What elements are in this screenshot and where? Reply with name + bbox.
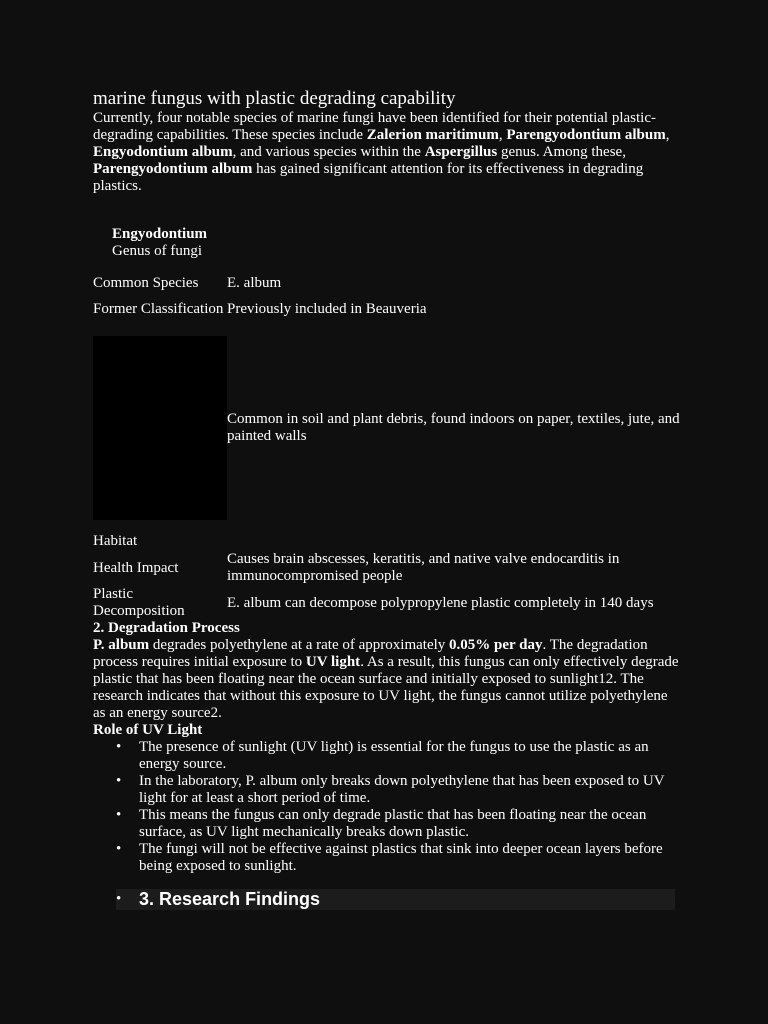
species-parengyodontium: Parengyodontium album	[506, 127, 666, 143]
infobox-label: Common Species	[93, 275, 199, 291]
species-engyodontium: Engyodontium album	[93, 144, 233, 160]
degradation-text: . The degradation process requires initial exposure to	[93, 637, 648, 670]
infobox-value-empty	[227, 520, 683, 550]
intro-text: has gained significant attention for its effectiveness in degrading plastics.	[93, 161, 644, 194]
list-item	[116, 841, 683, 875]
bullet-icon: •	[116, 891, 122, 907]
degradation-text: degrades polyethylene at a rate of approximately	[149, 637, 450, 653]
infobox-value: E. album can decompose polypropylene plastic completely in 140 days	[227, 594, 654, 611]
species-p-album: P. album	[93, 637, 150, 653]
infobox-row-habitat	[93, 520, 683, 550]
infobox-label: Habitat	[93, 533, 138, 549]
infobox-row-habitat-detail	[93, 326, 683, 520]
infobox-row-former-classification	[93, 292, 683, 326]
infobox-label: Plastic Decomposition	[93, 586, 185, 619]
infobox-label: Former Classification	[93, 300, 224, 317]
uv-light-term: UV light	[305, 654, 361, 670]
infobox-row-common-species	[93, 275, 683, 292]
infobox-value: E. album	[227, 275, 282, 291]
species-zalerion: Zalerion maritimum	[366, 127, 499, 143]
list-item-text: The fungi will not be effective against plastics that sink into deeper ocean layers before being exposed to sunlight.	[139, 841, 663, 874]
infobox-header	[93, 226, 683, 260]
infobox-subtitle: Genus of fungi	[112, 243, 202, 259]
infobox-title: Engyodontium	[112, 226, 208, 242]
infobox-image-cell	[93, 326, 227, 520]
degradation-rate: 0.05% per day	[449, 637, 543, 653]
infobox-row-plastic-decomposition	[93, 586, 683, 620]
research-findings-label: 3. Research Findings	[139, 889, 321, 909]
infobox-value: Common in soil and plant debris, found indoors on paper, textiles, jute, and painted walls	[227, 411, 680, 444]
infobox-value: Previously included in Beauveria	[227, 300, 427, 317]
section-heading-uv-light: Role of UV Light	[93, 722, 203, 738]
page-title: marine fungus with plastic degrading capability	[93, 88, 456, 109]
bullet-icon: •	[116, 773, 122, 789]
bullet-icon: •	[116, 739, 122, 755]
intro-text: ,	[665, 127, 670, 143]
section-heading-research-findings	[116, 889, 675, 910]
bullet-icon: •	[116, 807, 122, 823]
section-heading-degradation: 2. Degradation Process	[93, 620, 240, 636]
infobox-table	[93, 275, 683, 620]
list-item	[116, 739, 683, 773]
intro-text: ,	[498, 127, 507, 143]
intro-paragraph	[93, 110, 683, 195]
species-parengyodontium-highlight: Parengyodontium album	[93, 161, 253, 177]
infobox-row-health-impact	[93, 550, 683, 586]
list-item-text: The presence of sunlight (UV light) is essential for the fungus to use the plastic as an energy source.	[139, 739, 649, 772]
fungus-image	[93, 336, 227, 520]
infobox-label: Health Impact	[93, 559, 179, 576]
list-item-text: In the laboratory, P. album only breaks down polyethylene that has been exposed to UV light for at least a short period of time.	[139, 773, 665, 806]
degradation-text: . As a result, this fungus can only effectively degrade plastic that has been floating near the ocean surface and initially exposed to sunlight12. The research indicates that without this exposure to UV light, the fungus cannot utilize polyethylene as an energy source2.	[93, 654, 679, 721]
document-page	[93, 88, 683, 910]
infobox-value: Causes brain abscesses, keratitis, and native valve endocarditis in immunocompromised people	[227, 551, 620, 584]
intro-text: , and various species within the	[232, 144, 425, 160]
intro-text: genus. Among these,	[497, 144, 626, 160]
intro-text: Currently, four notable species of marine fungi have been identified for their potential plastic-degrading capabilities. These species include	[93, 110, 656, 143]
list-item	[116, 773, 683, 807]
degradation-paragraph	[93, 637, 683, 722]
bullet-icon: •	[116, 841, 122, 857]
list-item	[116, 807, 683, 841]
genus-aspergillus: Aspergillus	[424, 144, 498, 160]
uv-bullet-list	[93, 739, 683, 875]
list-item-text: This means the fungus can only degrade plastic that has been floating near the ocean surface, as UV light mechanically breaks down plastic.	[139, 807, 647, 840]
